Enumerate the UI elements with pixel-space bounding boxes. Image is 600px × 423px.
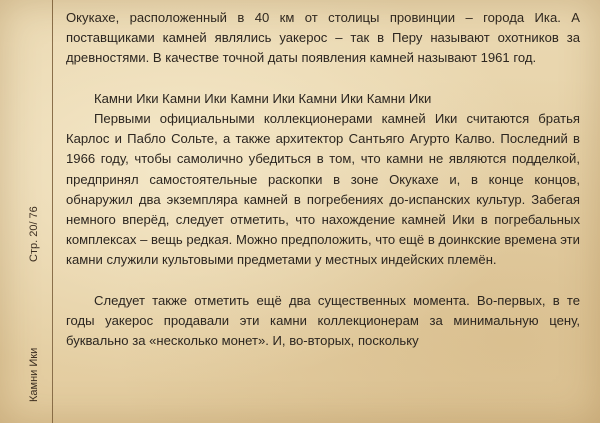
paragraph-3: Следует также отметить ещё два существенных момента. Во-первых, в те годы уакерос продавали эти камни коллекционерам за минимальную цену, буквально за «несколько монет». И, во-вторых, поскольку — [66, 292, 580, 349]
paragraph-gap — [66, 271, 580, 291]
paragraph-gap — [66, 69, 580, 89]
margin-divider — [52, 0, 53, 423]
paragraph-1: Окукахе, расположенный в 40 км от столицы провинции – города Ика. А поставщиками камней являлись уакерос – так в Перу называют охотников за древностями. В качестве точной даты появления камней называют 1961 год. — [66, 10, 580, 66]
running-title: Камни Ики — [28, 347, 40, 402]
body-text — [66, 8, 580, 351]
paragraph-2: Первыми официальными коллекционерами камней Ики считаются братья Карлос и Пабло Сольте, а также архитектор Сантьяго Агурто Калво. Последний в 1966 году, чтобы самолично убедиться в том, что камни не являются подделкой, предпринял самостоятельные раскопки в зоне Окукахе и, в конце концов, обнаружил два экземпляра камней в погребениях до-испанских культур. Забегая немного вперёд, следует отметить, что нахождение камней Ики в погребальных комплексах – вещь редкая. Можно предположить, что ещё в доинкские времена эти камни служили культовыми предметами у местных индейских племён. — [66, 111, 580, 268]
page-number: Стр. 20/ 76 — [28, 206, 40, 262]
section-heading: Камни Ики Камни Ики Камни Ики Камни Ики Камни Ики — [94, 90, 432, 106]
